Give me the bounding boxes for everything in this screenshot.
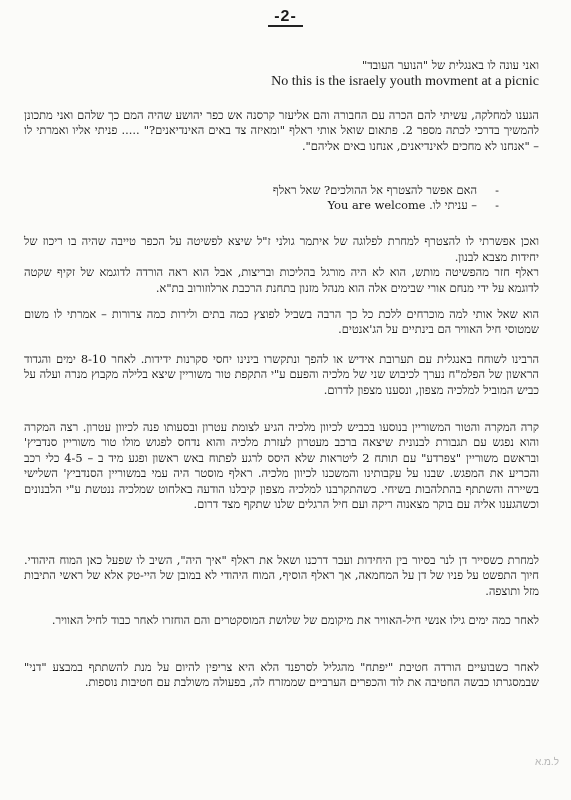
page-stamp: ל.מ.א [534, 757, 559, 768]
paragraph-2 [24, 219, 539, 311]
intro-hebrew: ואני עונה לו באנגלית של "הנוער העובד" [361, 58, 539, 72]
intro-block [24, 58, 539, 90]
paragraph-text: הרבינו לשוחח באנגלית עם תערובת אידיש או להפך ונתקשרו בינינו יחסי סקרנות ידידות. לאחר 8-10 ימים והגדוד הראשון של הפלמ"ח נערך לכיבוש שני של מלכיה והפעם ע"י התקפת טור משוריין שיצא בלילה מקבוץ מנרה ועלה על כביש המוביל למלכיה מצפון, ונסענו מצפון לדרום. [24, 352, 539, 397]
paragraph-text: לאחר כמה ימים גילו אנשי חיל-האוויר את מיקומם של שלושת המוסקטרים והם הוחזרו לאחר כבוד לחיל האוויר. [51, 613, 539, 627]
answer-english: You are welcome [327, 198, 426, 213]
dialogue-question: - האם אפשר להצטרף אל ההולכים? שאל ראלף [24, 183, 539, 198]
paragraph-7 [24, 613, 539, 628]
paragraph-4 [24, 352, 539, 398]
intro-english: No this is the israely youth movment at a picnic [271, 74, 539, 90]
answer-hebrew: – עניתי לו. [429, 198, 477, 213]
paragraph-text: הגענו למחלקה, עשיתי להם הכרה עם החבורה והם אליעזר קרסנה אש כפר יהושע שהיה המם כך שלהם ואני מתכונן להמשיך בדרכי לכתה מספר 2. פתאום שואל אותי ראלף "ומאיזה צד באים האינדיאנים?" ..... פניתי אליו ואמרתי לו – "אנחנו לא מחכים לאינדיאנים, אנחנו באים אליהם". [24, 108, 539, 153]
page-number: -2- [0, 8, 571, 26]
dialogue-answer [24, 198, 539, 213]
paragraph-6 [24, 553, 539, 599]
dialogue-block [24, 183, 539, 214]
paragraph-5 [24, 420, 539, 512]
paragraph-1 [24, 108, 539, 154]
paragraph-text: לאחר כשבועיים הורדה חטיבת "יפתח" מהגליל לסרפנד הלא היא צריפין להיום על מנת להשתתף במבצע "דני" שבמסגרתו כבשה החטיבה את לוד והכפרים הערביים שממזרח לה, בפעולה משולבת עם חטיבות נוספות. [24, 660, 539, 690]
paragraph-text: קרה המקרה והטור המשוריין בנוסעו בכביש לכיוון מלכיה הגיע לצומת עטרון ובסעותו פנה לכיוון עטרון. רצה המקרה והוא נפגש עם תגבורת לבנונית שיצאה ברכב מעטרון לעזרת מלכיה והוא נדחס לפגוש מולו טור משוריין סנדביץ' ובראשם משוריין "צפרדע" עם תותח 2 ליטראות שלא היסס לרגע לפתוח באש ראשון ופגע מיד ב – 4-5 כלי רכב והכריע את המפגש. שבנו על עקבותינו והמשכנו לכיוון מלכיה. ראלף מוסטר היה עמי במשוריין הסנדביץ' השלישי בשיירה והשתתף בהתלהבות בשיחי. כשהתקרבנו למלכיה מצפון קיבלנו הודעה באלחוט שמלכיה ננטשת ע"י הלבנונים וכשהגענו אליה עם בוקר מצאנוה ריקה ועם חיל הרגלים שלנו שתקף מצד דרום. [24, 420, 540, 512]
paragraph-8 [24, 660, 539, 691]
paragraph-text: הוא שאל אותי למה מוכרחים ללכת כל כך הרבה בשביל לפוצץ כמה בתים ולירות כמה צרורות – אמרתי לו משום שמטוסי חיל האוויר הם בינתיים על הג'אנטים. [24, 307, 539, 337]
paragraph-text: ואכן אפשרתי לו להצטרף למחרת לפלוגה של איתמר גולני ז"ל שיצא לפשיטה על הכפר טייבה שהיה בו ריכוז של יחידות מצבא לבנון. ראלף חזר מהפשיטה מותש, הוא לא היה מורגל בהליכות ובריצות, אבל הוא ראה הורדה לדוגמא של זקיף שקטה לדוגמא על ידי מנחם אורי שבימים אלה הוא מנהל מזנון בתחנת הרכבת ארלוזורוב בת"א. [24, 234, 539, 295]
paragraph-text: למחרת כשסייר דן לנר בסיור בין היחידות ועבר דרכנו ושאל את ראלף "איך היה", השיב לו שפעל כאן המוח היהודי. חיוך התפשט על פניו של דן על המחמאה, אך ראלף הוסיף, המוח היהודי לא במובן של היי-טק אלא של ראשי התיבות מזל ותוצפה. [24, 553, 539, 598]
paragraph-3 [24, 307, 539, 338]
